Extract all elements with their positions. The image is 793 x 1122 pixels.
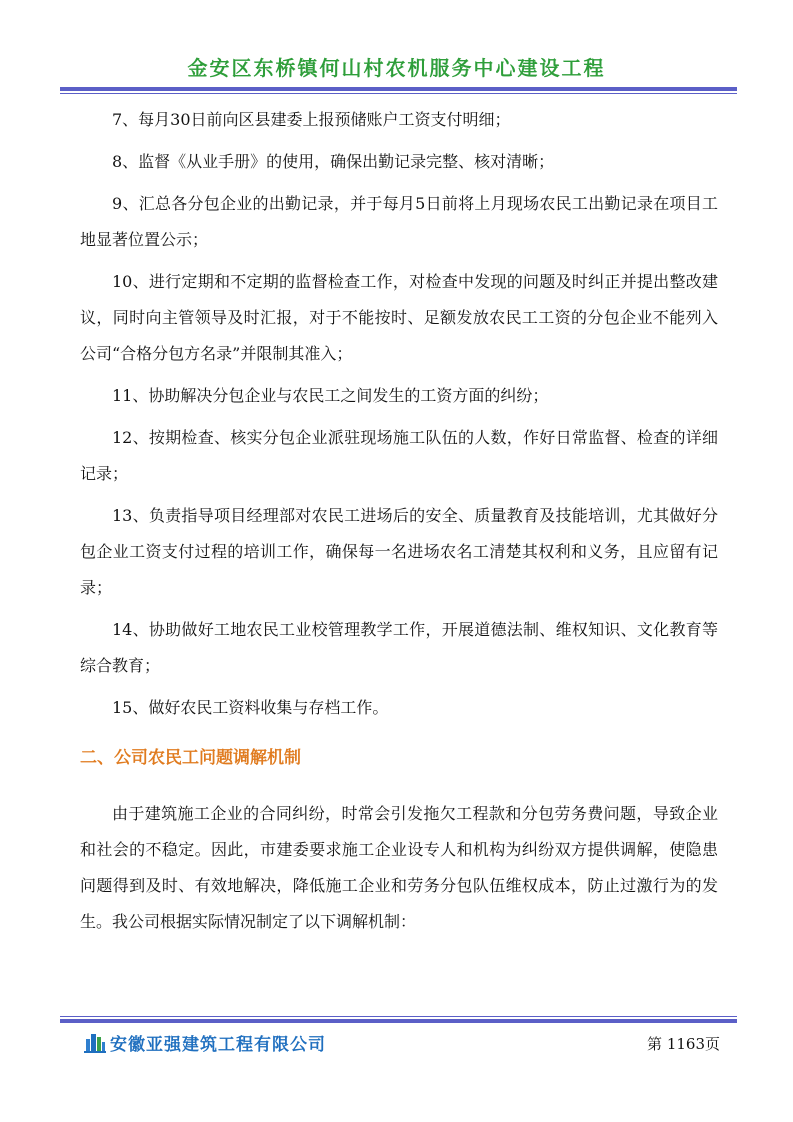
footer-company-name: 安徽亚强建筑工程有限公司 <box>110 1035 326 1055</box>
document-body <box>80 102 718 940</box>
paragraph-item-10: 10、进行定期和不定期的监督检查工作，对检查中发现的问题及时纠正并提出整改建议，同时向主管领导及时汇报，对于不能按时、足额发放农民工工资的分包企业不能列入公司“合格分包方名录”并限制其准入； <box>80 272 718 363</box>
footer-rule-thin <box>60 1016 737 1017</box>
section-heading: 二、公司农民工问题调解机制 <box>80 748 301 768</box>
paragraph-item-8: 8、监督《从业手册》的使用，确保出勤记录完整、核对清晰； <box>112 152 555 171</box>
company-logo-icon <box>84 1031 106 1053</box>
footer-page-number: 第 1163页 <box>647 1035 720 1053</box>
footer-rule-thick <box>60 1019 737 1023</box>
paragraph-item-12: 12、按期检查、核实分包企业派驻现场施工队伍的人数，作好日常监督、检查的详细记录； <box>80 428 718 483</box>
header-rule-thin <box>60 93 737 94</box>
paragraph-item-9: 9、汇总各分包企业的出勤记录，并于每月5日前将上月现场农民工出勤记录在项目工地显著位置公示； <box>80 194 718 249</box>
paragraph-item-15: 15、做好农民工资料收集与存档工作。 <box>112 698 389 717</box>
page-header-title: 金安区东桥镇何山村农机服务中心建设工程 <box>187 56 606 80</box>
paragraph-item-14: 14、协助做好工地农民工业校管理教学工作，开展道德法制、维权知识、文化教育等综合教育； <box>80 620 718 675</box>
paragraph-item-7: 7、每月30日前向区县建委上报预储账户工资支付明细； <box>112 110 511 129</box>
paragraph-mediation-intro: 由于建筑施工企业的合同纠纷，时常会引发拖欠工程款和分包劳务费问题，导致企业和社会的不稳定。因此，市建委要求施工企业设专人和机构为纠纷双方提供调解，使隐患问题得到及时、有效地解决，降低施工企业和劳务分包队伍维权成本，防止过激行为的发生。我公司根据实际情况制定了以下调解机制： <box>80 804 718 931</box>
header-rule-thick <box>60 87 737 91</box>
paragraph-item-13: 13、负责指导项目经理部对农民工进场后的安全、质量教育及技能培训，尤其做好分包企业工资支付过程的培训工作，确保每一名进场农名工清楚其权利和义务，且应留有记录； <box>80 506 718 597</box>
page-footer <box>84 1028 720 1058</box>
paragraph-item-11: 11、协助解决分包企业与农民工之间发生的工资方面的纠纷； <box>112 386 549 405</box>
